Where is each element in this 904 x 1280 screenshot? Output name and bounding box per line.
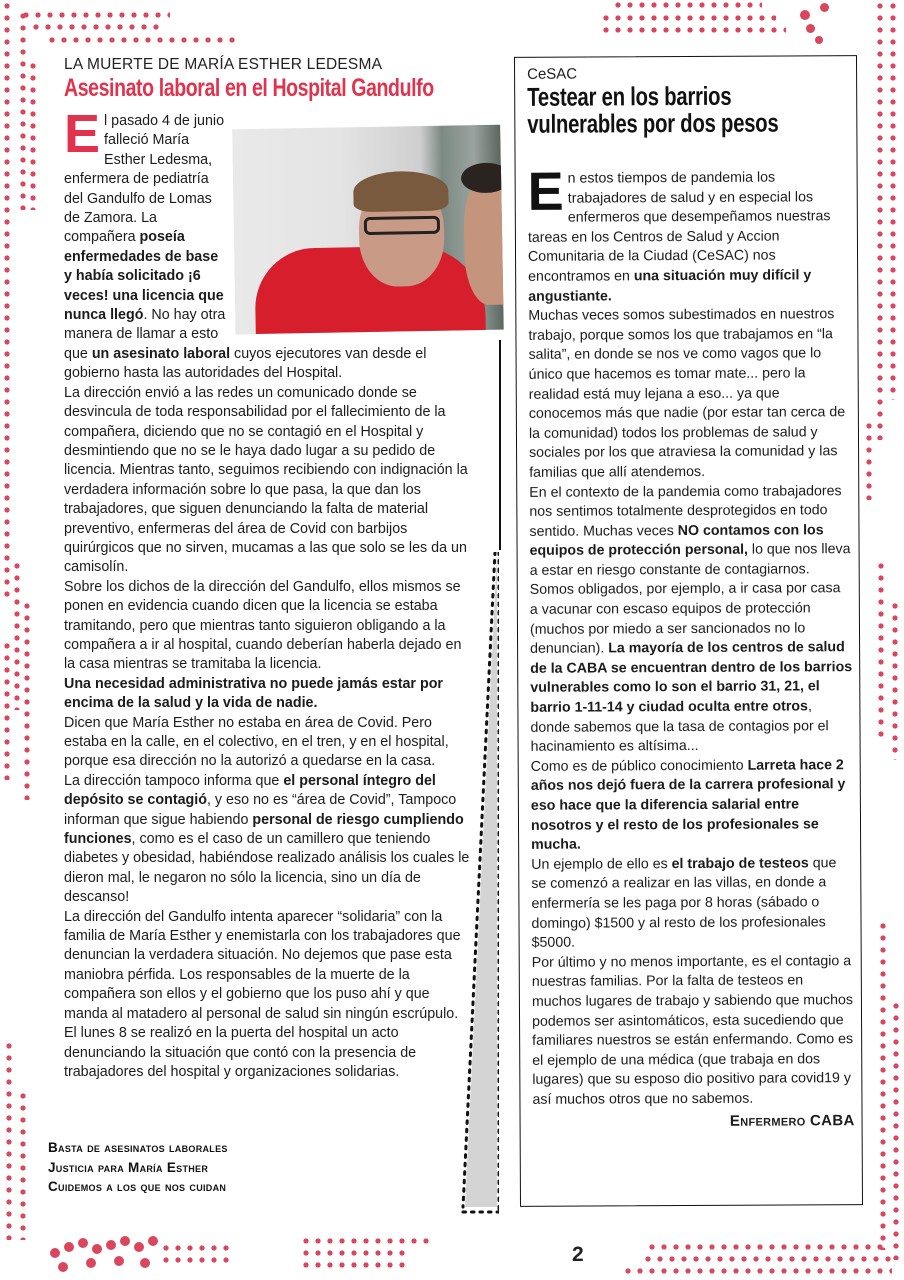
slogan-1: Basta de asesinatos laborales <box>48 1140 228 1155</box>
text-run: Sobre los dichos de la dirección del Gandulfo, ellos mismos se ponen en evidencia cuando dicen que la licencia se estaba tramitando, pero que mientras tanto siguieron obligando a la compañera a ir al hospital, cuando deberían haberla dejado en la casa mientras se tramitaba la licencia. <box>64 578 462 673</box>
bold-text-run: poseía enfermedades de base y había solicitado ¡6 veces! una licencia que nunca llegó <box>64 229 224 324</box>
text-run: l pasado 4 de junio falleció María Esther Ledesma, enfermera de pediatría del Gandulfo de Lomas de Zamora. La compañera <box>64 113 225 246</box>
text-run: Muchas veces somos subestimados en nuestros trabajo, porque somos los que trabajamos en “la salita”, en donde se nos ve como vagos que lo único que hacemos es tomar mate... pero la realidad está muy lejana a eso... ya que conocemos más que nadie (por estar tan cerca de la comunidad) todos los problemas de salud y sociales por los que atraviesa la comunidad y las familias que allí atendemos. <box>528 306 846 481</box>
right-article-paragraph <box>531 854 854 954</box>
left-article-paragraph <box>64 908 476 1024</box>
left-article-paragraph <box>64 675 476 714</box>
bold-text-run: el personal íntegro del depósito se contagió <box>64 772 436 809</box>
column-divider-wedge <box>459 552 499 1217</box>
slogans <box>48 1138 228 1197</box>
right-article-paragraph <box>528 305 851 483</box>
article-signature: Enfermero CABA <box>729 1111 855 1130</box>
left-article-headline: Asesinato laboral en el Hospital Gandulfo <box>64 74 434 102</box>
text-run: lo que nos lleva a estar en riesgo constante de contagiarnos. Somos obligados, por ejemplo, a ir casa por casa a vacunar con escaso equipos de protección (muchos por miedo a ser sancionados no lo denuncian). <box>529 541 851 658</box>
text-run: Por último y no menos importante, es el contagio a nuestras familias. Por la falta de testeos en muchos lugares de trabajo y sabiendo que muchos podemos ser asintomáticos, esta sucediendo que familiares nuestros se están enfermando. Como es el ejemplo de una médica (que trabaja en dos lugares) que su esposo dio positivo para covid19 y así muchos otros que no sabemos. <box>531 952 854 1108</box>
left-article-body <box>64 104 476 1082</box>
text-run: cuyos ejecutores van desde el gobierno hasta las autoridades del Hospital. <box>64 345 427 382</box>
right-article-kicker: CeSAC <box>527 65 578 83</box>
text-run: Como es de público conocimiento <box>530 757 748 775</box>
text-run: Un ejemplo de ello es <box>531 855 672 873</box>
bold-text-run: una situación muy difícil y angustiante. <box>528 267 812 305</box>
bold-text-run: el trabajo de testeos <box>671 855 809 872</box>
left-article-dropcap: E <box>64 104 101 164</box>
right-article-box <box>514 55 863 1207</box>
left-article-paragraph <box>64 714 476 772</box>
bold-text-run: Larreta hace 2 años nos dejó fuera de la carrera profesional y eso hace que la diferencia salarial entre nosotros y el resto de los profesionales se mucha. <box>530 757 846 854</box>
text-run: La dirección tampoco informa que <box>64 772 284 789</box>
right-article-body <box>527 161 855 1132</box>
text-run: El lunes 8 se realizó en la puerta del hospital un acto denunciando la situación que contó con la presencia de trabajadores del hospital y organizaciones solidarias. <box>64 1025 417 1080</box>
left-article-kicker: LA MUERTE DE MARÍA ESTHER LEDESMA <box>64 56 383 73</box>
right-article-headline-line2: vulnerables por dos pesos <box>527 107 779 139</box>
page-number: 2 <box>572 1243 584 1266</box>
text-run: , donde sabemos que la tasa de contagios por el hacinamiento es altísima... <box>530 698 829 756</box>
bold-text-run: NO contamos con los equipos de protección personal, <box>529 521 824 560</box>
text-run: La dirección del Gandulfo intenta aparecer “solidaria” con la familia de María Esther y enemistarla con los trabajadores que denuncian la verdadera situación. No dejemos que pase esta maniobra pérfida. Los responsables de la muerte de la compañera son ellos y el gobierno que los puso ahí y que manda al matadero al personal de salud sin ningún escrúpulo. <box>64 908 461 1022</box>
right-article-paragraph <box>529 482 852 758</box>
right-article-paragraph <box>532 952 855 1110</box>
text-run: , y eso no es “área de Covid”, Tampoco informan que sigue habiendo <box>64 792 457 828</box>
text-run: que se comenzó a realizar en las villas, en donde a enfermería se les paga por 8 horas (sábado o domingo) $1500 y al resto de los profesionales $5000. <box>531 855 837 951</box>
photo-spacer <box>230 112 476 334</box>
left-article-paragraph <box>64 578 476 675</box>
wedge-fill <box>465 552 497 1207</box>
left-article-header <box>64 56 474 102</box>
right-article-paragraph <box>527 161 831 305</box>
left-article-paragraph <box>64 772 476 908</box>
text-run: . No hay otra manera de llamar a esto que <box>64 307 226 362</box>
left-article-paragraph <box>64 384 476 578</box>
bold-text-run: personal de riesgo cumpliendo funciones <box>64 811 464 848</box>
bold-text-run: La mayoría de los centros de salud de la CABA se encuentran dentro de los barrios vulnerables como lo son el barrio 31, 21, el barrio 1-11-14 y ciudad oculta entre otros <box>530 639 853 716</box>
left-article-paragraphs <box>64 384 476 1083</box>
text-run: , como es el caso de un camillero que teniendo diabetes y obesidad, habiéndose realizado análisis los cuales le dieron mal, le negaron no sólo la licencia, sino un día de descanso! <box>64 831 470 906</box>
text-run: n estos tiempos de pandemia los trabajadores de salud y en especial los enfermeros que desempeñamos nuestras tareas en los Centros de Salud y Accion Comunitaria de la Ciudad (CeSAC) nos encontramos en <box>527 169 831 285</box>
bold-text-run: un asesinato laboral <box>91 345 231 362</box>
slogan-2: Justicia para María Esther <box>48 1159 209 1175</box>
column-divider-line <box>499 340 501 550</box>
slogan-3: Cuidemos a los que nos cuidan <box>48 1179 227 1194</box>
right-article-paragraphs <box>528 305 854 1110</box>
right-article-dropcap: E <box>527 161 564 222</box>
bold-text-run: Una necesidad administrativa no puede jamás estar por encima de la salud y la vida de nadie. <box>64 675 443 712</box>
right-article-paragraph <box>531 756 854 856</box>
text-run: Dicen que María Esther no estaba en área de Covid. Pero estaba en la calle, en el colectivo, en el tren, y en el hospital, porque esa dirección no la autorizó a quedarse en la casa. <box>64 714 449 770</box>
text-run: La dirección envió a las redes un comunicado donde se desvincula de toda responsabilidad por el fallecimiento de la compañera, diciendo que no se contagió en el Hospital y desmintiendo que no se le haya dado lugar a su pedido de licencia. Mientras tanto, seguimos recibiendo con indignación la verdadera información sobre lo que pasa, la que dan los trabajadores, que siguen denunciando la falta de material preventivo, enfermeras del área de Covid con barbijos quirúrgicos que no sirven, mucamas a las que solo se les da un camisolín. <box>64 384 468 576</box>
left-article-paragraph <box>64 1024 476 1082</box>
right-article-headline-line1: Testear en los barrios <box>527 80 732 112</box>
text-run: En el contexto de la pandemia como trabajadores nos sentimos totalmente desprotegidos en todo sentido. Muchas veces <box>529 482 842 540</box>
